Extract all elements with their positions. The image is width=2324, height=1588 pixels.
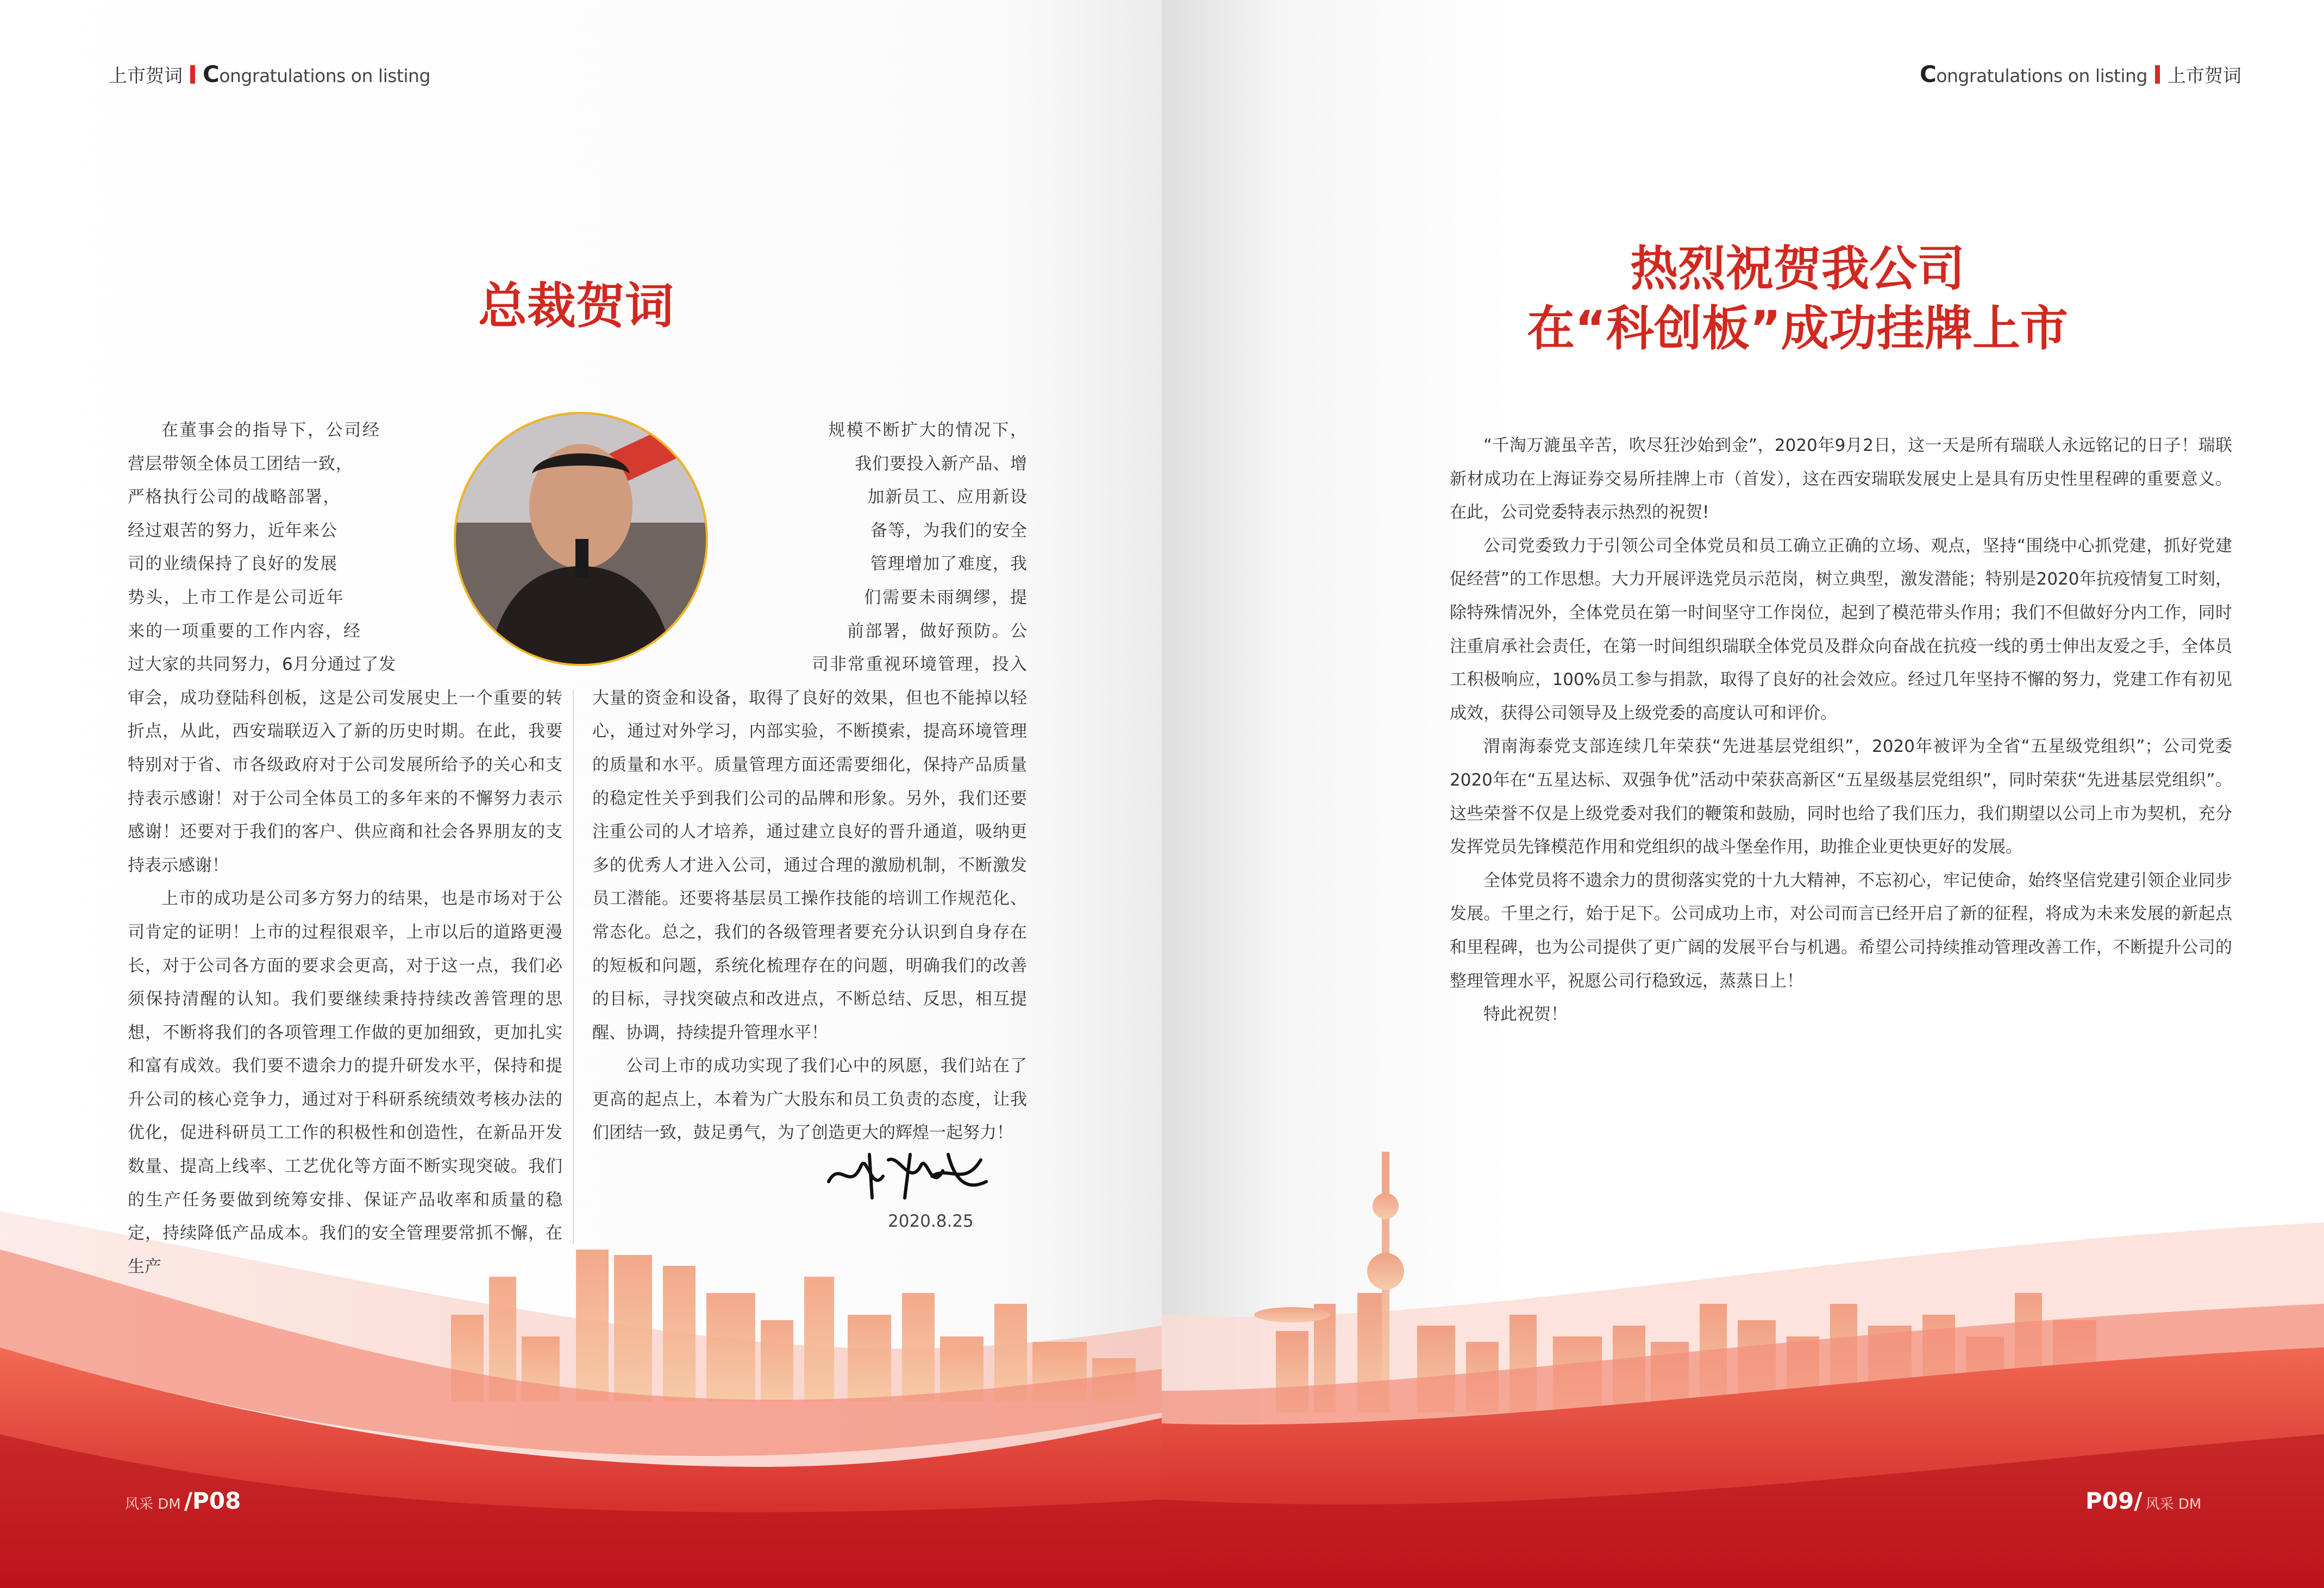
left-column-1 [128,414,562,1284]
congrats-p2: 公司党委致力于引领公司全体党员和员工确立正确的立场、观点，坚持“围绕中心抓党建，抓好党建促经营”的工作思想。大力开展评选党员示范岗，树立典型，激发潜能；特别是2020年抗疫情复工时刻，除特殊情况外，全体党员在第一时间坚守工作岗位，起到了模范带头作用；我们不但做好分内工作，同时注重肩承社会责任，在第一时间组织瑞联全体党员及群众向奋战在抗疫一线的勇士伸出友爱之手，全体员工积极响应，100%员工参与捐款，取得了良好的社会效应。经过几年坚持不懈的努力，党建工作有初见成效，获得公司领导及上级党委的高度认可和评价。 [1450,536,2232,723]
title-line-2: 在“科创板”成功挂牌上市 [1527,300,2068,356]
right-running-header [1920,61,2241,87]
right-page-title [1433,239,2162,359]
running-header-en: Congratulations on listing [203,61,430,87]
president-letter-p4: 公司上市的成功实现了我们心中的夙愿，我们站在了更高的起点上，本着为广大股东和员工负责的态度，让我们团结一致，鼓足勇气，为了创造更大的辉煌一起努力！ [592,1056,1027,1143]
congrats-p5: 特此祝贺！ [1483,1005,1568,1025]
footer-label: 风采 DM [125,1496,181,1512]
letter-date: 2020.8.25 [888,1212,974,1231]
left-column-2 [592,414,1027,1150]
president-letter-p2: 上市的成功是公司多方努力的结果，也是市场对于公司肯定的证明！上市的过程很艰辛，上市以后的道路更漫长，对于公司各方面的要求会更高，对于这一点，我们必须保持清醒的认知。我们要继续秉持持续改善管理的思想，不断将我们的各项管理工作做的更加细致，更加扎实和富有成效。我们要不遗余力的提升研发水平，保持和提升公司的核心竞争力，通过对于科研系统绩效考核办法的优化，促进科研员工工作的积极性和创造性，在新品开发数量、提高上线率、工艺优化等方面不断实现突破。我们的生产任务要做到统筹安排、保证产品收率和质量的稳定，持续降低产品成本。我们的安全管理要常抓不懈，在生产 [128,889,562,1277]
page-number: P09/ [2085,1487,2143,1514]
left-running-header [109,61,430,87]
running-header-cn: 上市贺词 [109,65,183,87]
president-letter-p3: 规模不断扩大的情况下，我们要投入新产品、增加新员工、应用新设备等，为我们的安全管理增加了难度，我们需要未雨绸缪，提前部署，做好预防。公司非常重视环境管理，投入大量的资金和设备，取得了良好的效果，但也不能掉以轻心，通过对外学习，内部实验，不断摸索，提高环境管理的质量和水平。质量管理方面还需要细化，保持产品质量的稳定性关乎到我们公司的品牌和形象。另外，我们还要注重公司的人才培养，通过建立良好的晋升通道，吸纳更多的优秀人才进入公司，通过合理的激励机制，不断激发员工潜能。还要将基层员工操作技能的培训工作规范化、常态化。总之，我们的各级管理者要充分认识到自身存在的短板和问题，系统化梳理存在的问题，明确我们的改善的目标，寻找突破点和改进点，不断总结、反思，相互提醒、协调，持续提升管理水平！ [592,420,1027,1043]
running-header-cn: 上市贺词 [2167,65,2241,87]
party-congratulation-text [1450,429,2232,1032]
title-line-1: 热烈祝贺我公司 [1630,241,1965,297]
handwritten-signature [818,1144,992,1209]
left-footer [125,1487,241,1514]
right-footer [2085,1487,2201,1514]
header-divider-bar [190,65,195,84]
column-divider [573,690,574,1244]
footer-label: 风采 DM [2145,1496,2202,1512]
right-page [1162,0,2324,1588]
running-header-en: Congratulations on listing [1920,61,2147,87]
president-letter-p1: 在董事会的指导下，公司经营层带领全体员工团结一致，严格执行公司的战略部署，经过艰苦的努力，近年来公司的业绩保持了良好的发展势头，上市工作是公司近年来的一项重要的工作内容，经过大家的共同努力，6月分通过了发审会，成功登陆科创板，这是公司发展史上一个重要的转折点，从此，西安瑞联迈入了新的历史时期。在此，我要特别对于省、市各级政府对于公司发展所给予的关心和支持表示感谢！对于公司全体员工的多年来的不懈努力表示感谢！还要对于我们的客户、供应商和社会各界朋友的支持表示感谢！ [128,420,562,875]
congrats-p1: “千淘万漉虽辛苦，吹尽狂沙始到金”，2020年9月2日，这一天是所有瑞联人永远铭记的日子！瑞联新材成功在上海证券交易所挂牌上市（首发），这在西安瑞联发展史上是具有历史性里程碑的重要意义。在此，公司党委特表示热烈的祝贺! [1450,436,2232,523]
left-page-title: 总裁贺词 [478,278,674,335]
congrats-p4: 全体党员将不遗余力的贯彻落实党的十九大精神，不忘初心，牢记使命，始终坚信党建引领企业同步发展。千里之行，始于足下。公司成功上市，对公司而言已经开启了新的征程，将成为未来发展的新起点和里程碑，也为公司提供了更广阔的发展平台与机遇。希望公司持续推动管理改善工作，不断提升公司的整理管理水平，祝愿公司行稳致远，蒸蒸日上！ [1450,870,2232,991]
page-number: /P08 [184,1487,241,1514]
header-divider-bar [2155,65,2160,84]
congrats-p3: 渭南海泰党支部连续几年荣获“先进基层党组织”，2020年被评为全省“五星级党组织”；公司党委2020年在“五星达标、双强争优”活动中荣获高新区“五星级基层党组织”，同时荣获“先进基层党组织”。这些荣誉不仅是上级党委对我们的鞭策和鼓励，同时也给了我们压力，我们期望以公司上市为契机，充分发挥党员先锋模范作用和党组织的战斗堡垒作用，助推企业更快更好的发展。 [1450,737,2232,857]
